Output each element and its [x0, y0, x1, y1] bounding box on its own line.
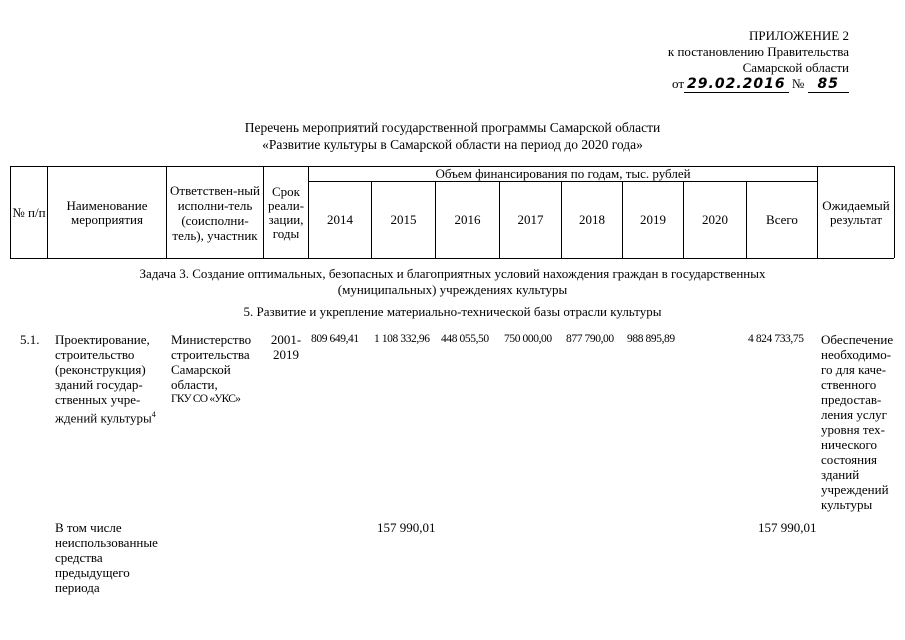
date-prefix: от: [672, 76, 685, 91]
header-year-2017: 2017: [517, 212, 544, 227]
header-year-2018: 2018: [579, 212, 605, 227]
document-title: [0, 119, 905, 153]
row-5-1-name: [55, 332, 156, 425]
row-5-1-value-2015: 1 108 332,96: [374, 333, 430, 345]
row-5-1-executor: [171, 332, 251, 407]
row-5-1-executor-line: ГКУ СО «УКС»: [171, 393, 241, 405]
document-title-line-1: Перечень мероприятий государственной программы Самарской области: [244, 120, 661, 135]
row-5-1-executor-line: Министерство: [171, 332, 252, 347]
row-2-name-line: неиспользованные: [55, 535, 158, 550]
row-5-1-result-line: ственного: [821, 377, 877, 392]
header-name: Наименование мероприятия: [66, 197, 148, 227]
row-5-1-result-line: состояния: [821, 452, 877, 467]
header-num: № п/п: [12, 204, 46, 220]
row-5-1-name-line: ственных учре-: [55, 392, 141, 407]
header-year-2020: 2020: [702, 212, 728, 227]
row-5-1-value-2016: 448 055,50: [441, 333, 489, 345]
header-year-2014: 2014: [327, 212, 353, 227]
header-financing: Объем финансирования по годам, тыс. рублей: [435, 166, 691, 181]
row-5-1-name-last: ждений культуры: [55, 410, 152, 426]
row-5-1-name-line: зданий государ-: [55, 377, 143, 392]
row-5-1-value-2017: 750 000,00: [504, 333, 552, 345]
row-5-1-result-line: предостав-: [821, 392, 882, 407]
row-5-1-result-line: учреждений: [821, 482, 889, 497]
header-year-2015: 2015: [390, 212, 417, 227]
row-2-name: [55, 520, 158, 595]
section-heading: 5. Развитие и укрепление материально-технической базы отрасли культуры: [243, 304, 662, 319]
row-5-1-result-line: Обеспечение: [821, 332, 894, 347]
task-heading-line-2: (муниципальных) учреждениях культуры: [337, 282, 568, 297]
footnote-marker: 4: [151, 410, 156, 419]
number-prefix: №: [791, 76, 805, 91]
row-2-name-line: предыдущего: [55, 565, 130, 580]
row-5-1-result-line: нического: [821, 437, 877, 452]
header-total: Всего: [766, 212, 798, 227]
header-executor: Ответствен-ный исполни-тель (соисполни-тель), участник: [170, 182, 260, 243]
row-5-1-period-start: 2001-: [270, 332, 302, 347]
task-heading: [0, 266, 905, 298]
row-5-1-value-2014: 809 649,41: [311, 333, 359, 345]
header-period: Срок реали-зации, годы: [267, 183, 305, 241]
row-5-1-name-line: Проектирование,: [55, 332, 150, 347]
row-5-1-name-line: строительство: [55, 347, 135, 362]
appendix-line-1: к постановлению Правительства: [667, 44, 849, 59]
row-5-1-value-2018: 877 790,00: [566, 333, 614, 345]
row-5-1-value-2019: 988 895,89: [627, 333, 675, 345]
document-title-line-2: «Развитие культуры в Самарской области на период до 2020 года»: [262, 137, 643, 152]
row-2-name-line: средства: [55, 550, 103, 565]
row-2-value-2015: 157 990,01: [377, 520, 436, 535]
row-5-1-value-total: 4 824 733,75: [748, 333, 804, 345]
row-5-1-result-line: зданий: [821, 467, 860, 482]
header-year-2019: 2019: [640, 212, 666, 227]
row-5-1-result-line: уровня тех-: [821, 422, 885, 437]
border-right: [894, 166, 895, 258]
row-2-name-line: периода: [55, 580, 100, 595]
row-5-1-name-line: (реконструкция): [55, 362, 146, 377]
appendix-date-line: [668, 76, 849, 92]
row-5-1-executor-line: области,: [171, 377, 218, 392]
row-2-value-total: 157 990,01: [758, 520, 817, 535]
appendix-line-2: Самарской области: [742, 60, 849, 75]
row-5-1-result-line: ления услуг: [821, 407, 887, 422]
handwritten-date: 29.02.2016: [684, 76, 789, 93]
row-5-1-result-line: необходимо-: [821, 347, 892, 362]
row-5-1-period: [264, 332, 308, 362]
task-heading-line-1: Задача 3. Создание оптимальных, безопасных и благоприятных условий нахождения граждан в государственных: [139, 266, 766, 281]
row-5-1-name-line: [55, 407, 156, 425]
header-bottom-border: [10, 258, 894, 259]
row-5-1-executor-line: Самарской: [171, 362, 231, 377]
row-5-1-result: [821, 332, 893, 512]
row-5-1-period-end: 2019: [273, 347, 299, 362]
header-result: Ожидаемый результат: [822, 197, 890, 227]
handwritten-number: 85: [808, 76, 849, 93]
appendix-title: ПРИЛОЖЕНИЕ 2: [749, 28, 849, 43]
row-5-1-executor-line: строительства: [171, 347, 250, 362]
row-5-1-result-line: го для каче-: [821, 362, 887, 377]
row-2-name-line: В том числе: [55, 520, 122, 535]
header-year-2016: 2016: [454, 212, 481, 227]
appendix-header: [668, 28, 849, 92]
row-5-1-num: 5.1.: [20, 332, 40, 347]
row-5-1-result-line: культуры: [821, 497, 873, 512]
